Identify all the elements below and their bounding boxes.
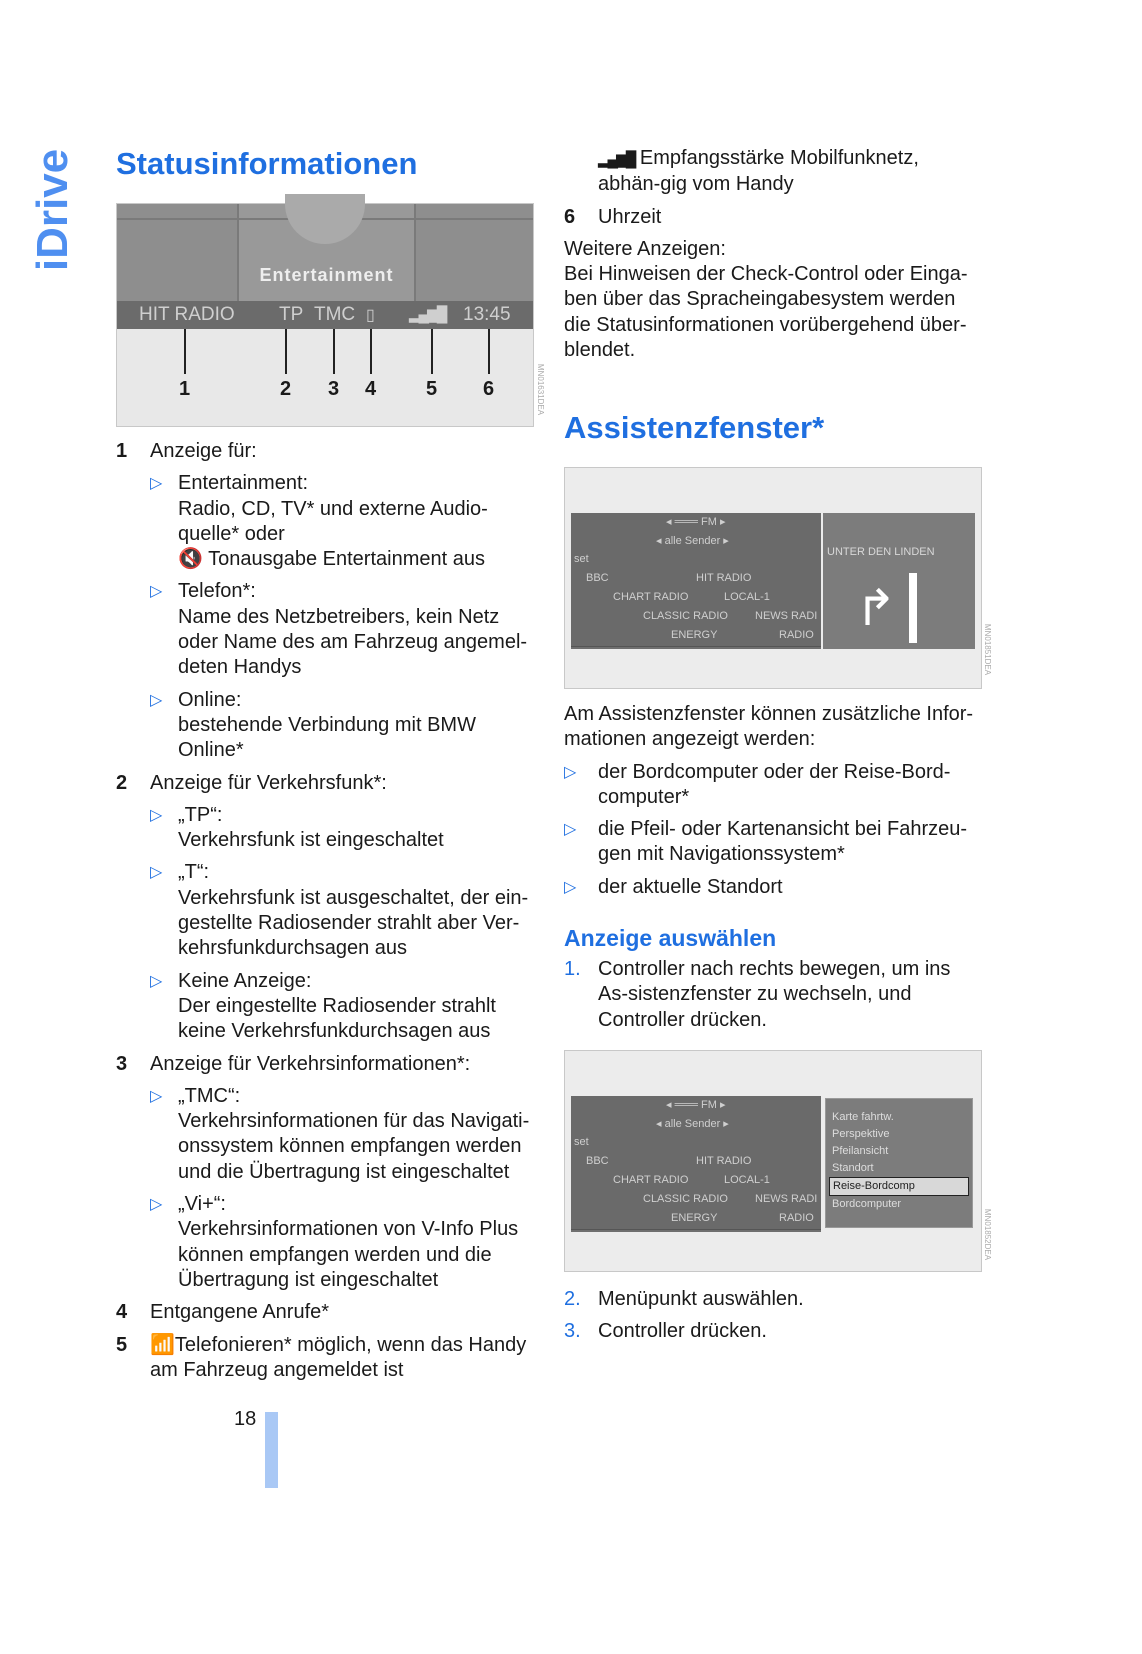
list-subitem: ▷ Keine Anzeige: Der eingestellte Radiosender strahlt keine Verkehrsfunkdurchsagen aus — [150, 969, 496, 1043]
list-subitem: ▷ „T“: Verkehrsfunk ist ausgeschaltet, der ein-gestellte Radiosender strahlt aber Ver-kehrsfunkdurchsagen aus — [150, 861, 529, 960]
section-tab: iDrive — [28, 148, 77, 272]
turn-arrow-icon: ↱ — [855, 580, 897, 636]
assist-menu — [825, 1098, 973, 1228]
menu-item-selected[interactable]: Reise-Bordcomp — [829, 1177, 969, 1196]
step-item: 1. Controller nach rechts bewegen, um ins As-sistenzfenster zu wechseln, und Controller drücken. — [564, 958, 951, 1031]
list-item: 6 Uhrzeit — [564, 205, 662, 228]
status-figure: Entertainment HIT RADIO TP TMC ▯ ▂▄▆█ 13:45 1 2 3 4 5 6 — [116, 203, 534, 427]
step-item: 3. Controller drücken. — [564, 1320, 767, 1343]
right-column-mid: Am Assistenzfenster können zusätzliche Infor-mationen angezeigt werden: ▷ der Bordcomputer oder der Reise-Bord-computer* ▷ die Pfeil- oder Kartenansicht bei Fahrzeu-gen mit Navigationssystem* ▷ der aktuelle Standort — [564, 703, 974, 898]
list-subitem: ▷ Telefon*: Name des Netzbetreibers, kein Netz oder Name des am Fahrzeug angemel-deten Handys — [150, 580, 528, 679]
signal-icon: ▂▄▆█ — [409, 306, 446, 323]
assist-window: UNTER DEN LINDEN ↱ — [823, 513, 975, 649]
menu-item[interactable]: Perspektive — [832, 1128, 890, 1140]
list-item: 2 Anzeige für Verkehrsfunk*: ▷ „TP“: Verkehrsfunk ist eingeschaltet ▷ „T“: Verkehrsfunk ist ausgeschaltet, der ein-gestellte Radiosender strahlt aber Ver-kehrsfunkdurchsagen aus ▷ Keine Anzeige: Der eingestellte Radiosender strahlt keine Verkehrsfunkdurchsagen aus — [116, 771, 536, 1045]
left-column — [116, 432, 536, 1383]
signal-strength-icon: ▂▄▆█ — [598, 151, 635, 168]
list-subitem: ▷ Entertainment: Radio, CD, TV* und externe Audio-quelle* oder 🔇 Tonausgabe Entertainment aus — [150, 472, 488, 571]
assist-title: Assistenzfenster* — [564, 410, 825, 445]
manual-page: iDrive Statusinformationen Entertainment HIT RADIO TP TMC ▯ ▂▄▆█ 13:45 1 2 3 4 5 6 MN01631DEA 1 Anzeige für: ▷ Entertainment: Radio, CD, TV* und externe Audio-quelle* oder 🔇 Tonausgabe Entertainment aus ▷ Telefon*: Name des Netzbetreibers, kein Netz oder Name des am Fahrzeug angemel-deten Handys ▷ Online: bestehende Verbindung mit BMW Online* 2 Anzeige für Verkehrsfunk*: ▷ „TP“: Verkehrsfunk ist eingeschaltet ▷ „T“: Verkehrsfunk ist ausgeschaltet, der ein-gestellte Radiosender strahlt aber Ver-kehrsfunkdurchsagen aus ▷ Keine Anzeige: Der eingestellte Radiosender strahlt keine Verkehrsfunkdurchsagen aus 3 Anzeige für Verkehrsinformationen*: ▷ „TMC“: Verkehrsinformationen für das Navigati-onssystem können empfangen werden und die Übertragung ist eingeschaltet ▷ „Vi+“: Verkehrsinformationen von V-Info Plus können empfangen werden und die Übertragung ist eingeschaltet 4 Entgangene Anrufe* 5 📶Telefonieren* möglich, wenn das Handy am Fahrzeug angemeldet ist ▂▄▆█ Empfangsstärke Mobilfunknetz, abhän-gig vom Handy 6 Uhrzeit Weitere Anzeigen: Bei Hinweisen der Check-Control oder Einga-ben über das Spracheingabesystem werden die Statusinformationen vorübergehend über-blendet. Assistenzfenster* ◂ ═══ FM ▸ ◂ alle Sender ▸ set BBC HIT RADIO CHART RADIO LOCAL-1 CLASSIC RADIO NEWS RADI ENERGY RADIO UNTER DEN LINDEN ↱ MN01851DEA Am Assistenzfenster können zusätzliche Infor-mationen angezeigt werden: ▷ der Bordcomputer oder der Reise-Bord-computer* ▷ die Pfeil- oder Kartenansicht bei Fahrzeu-gen mit Navigationssystem* ▷ der aktuelle Standort Anzeige auswählen 1. Controller nach rechts bewegen, um ins As-sistenzfenster zu wechseln, und Controller drücken. ◂ ═══ FM ▸ ◂ alle Sender ▸ set BBC HIT RADIO CHART RADIO LOCAL-1 CLASSIC RADIO NEWS RADI ENERGY RADIO Karte fahrtw. Perspektive Pfeilansicht Standort Reise-Bordcomp Bordcomputer MN01852DEA 2. Menüpunkt auswählen. 3. Controller drücken. 18 — [0, 0, 1142, 1654]
menu-item[interactable]: Standort — [832, 1162, 874, 1174]
list-subitem: ▷ „TP“: Verkehrsfunk ist eingeschaltet — [150, 803, 444, 852]
list-subitem: ▷ Online: bestehende Verbindung mit BMW Online* — [150, 688, 476, 762]
menu-item[interactable]: Pfeilansicht — [832, 1145, 889, 1157]
list-item: 5 📶Telefonieren* möglich, wenn das Handy am Fahrzeug angemeldet ist — [116, 1333, 527, 1381]
page-number: 18 — [234, 1408, 257, 1430]
subsection-title: Anzeige auswählen — [564, 925, 777, 951]
speaker-mute-icon: 🔇 — [178, 548, 203, 571]
list-item: 3 Anzeige für Verkehrsinformationen*: ▷ „TMC“: Verkehrsinformationen für das Navigati-onssystem können empfangen werden und die Übertragung ist eingeschaltet ▷ „Vi+“: Verkehrsinformationen von V-Info Plus können empfangen werden und die Übertragung ist eingeschaltet — [116, 1052, 536, 1294]
right-column-top: ▂▄▆█ Empfangsstärke Mobilfunknetz, abhän-gig vom Handy 6 Uhrzeit Weitere Anzeigen: Bei Hinweisen der Check-Control oder Einga-ben über das Spracheingabesystem werden die Statusinformationen vorübergehend über-blendet. — [564, 146, 984, 363]
phone-icon: ▯ — [366, 307, 375, 324]
menu-area: Entertainment — [117, 204, 533, 301]
radio-list: ◂ ═══ FM ▸ ◂ alle Sender ▸ set BBC HIT RADIO CHART RADIO LOCAL-1 CLASSIC RADIO NEWS RADI ENERGY RADIO — [571, 513, 821, 649]
page-marker — [265, 1412, 278, 1488]
list-subitem: ▷ „TMC“: Verkehrsinformationen für das Navigati-onssystem können empfangen werden und die Übertragung ist eingeschaltet — [150, 1084, 530, 1183]
menu-item[interactable]: Karte fahrtw. — [832, 1111, 894, 1123]
list-item: 4 Entgangene Anrufe* — [116, 1301, 330, 1324]
section-title: Statusinformationen — [116, 146, 418, 181]
assist-figure — [564, 467, 982, 689]
step-item: 2. Menüpunkt auswählen. — [564, 1288, 804, 1310]
list-subitem: ▷ „Vi+“: Verkehrsinformationen von V-Info Plus können empfangen werden und die Übertragung ist eingeschaltet — [150, 1193, 519, 1291]
phone-signal-icon: 📶 — [150, 1333, 175, 1356]
menu-item[interactable]: Bordcomputer — [832, 1198, 902, 1210]
status-bar: HIT RADIO TP TMC ▯ ▂▄▆█ 13:45 — [117, 301, 533, 329]
list-item: 1 Anzeige für: ▷ Entertainment: Radio, CD, TV* und externe Audio-quelle* oder 🔇 Tonausgabe Entertainment aus ▷ Telefon*: Name des Netzbetreibers, kein Netz oder Name des am Fahrzeug angemel-deten Handys ▷ Online: bestehende Verbindung mit BMW Online* — [116, 439, 536, 764]
menu-figure: ◂ ═══ FM ▸ ◂ alle Sender ▸ set BBC HIT RADIO CHART RADIO LOCAL-1 CLASSIC RADIO NEWS RADI ENERGY RADIO Karte fahrtw. Perspektive Pfeilansicht Standort Reise-Bordcomp Bordcomputer — [564, 1050, 982, 1272]
